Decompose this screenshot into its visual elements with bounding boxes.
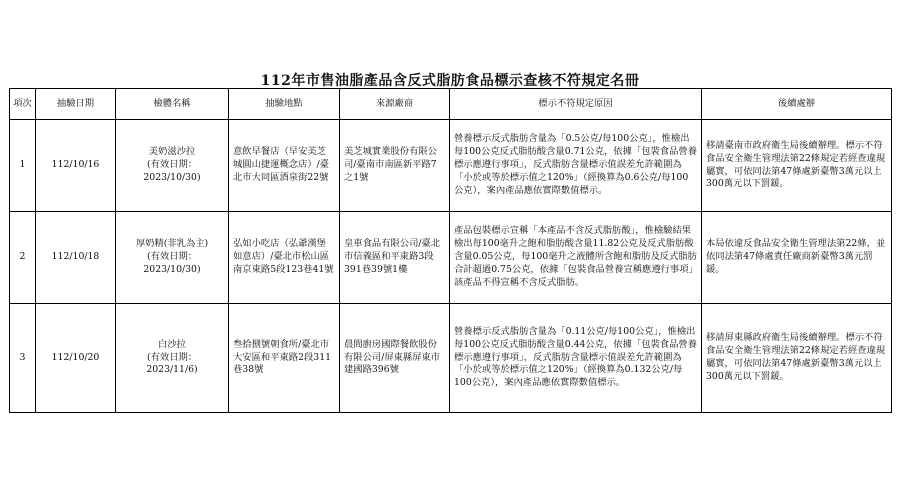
noncompliance-table bbox=[9, 88, 892, 413]
sample-name: 厚奶精(非乳為主) bbox=[135, 238, 209, 250]
table-row bbox=[10, 304, 892, 413]
cell-index: 2 bbox=[10, 212, 36, 304]
cell-followup: 移請屏東縣政府衛生局後續辦理。標示不符食品安全衛生管理法第22條規定若經查違規屬實，可依同法第47條處新臺幣3萬元以上300萬元以下罰鍰。 bbox=[702, 304, 892, 413]
cell-followup: 移請臺南市政府衛生局後續辦理。標示不符食品安全衛生管理法第22條規定若經查違規屬實，可依同法第47條處新臺幣3萬元以上300萬元以下罰鍰。 bbox=[702, 120, 892, 212]
cell-followup: 本局依違反食品安全衛生管理法第22條，並依同法第47條處責任廠商新臺幣3萬元罰鍰。 bbox=[702, 212, 892, 304]
cell-sample bbox=[116, 120, 229, 212]
cell-date: 112/10/20 bbox=[36, 304, 116, 413]
cell-reason: 營養標示反式脂肪含量為「0.11公克/每100公克」，惟檢出每100公克反式脂肪酸含量0.44公克，依據「包裝食品營養標示應遵行事項」，反式脂肪含量標示值誤差允許範圍為「小於或等於標示值之120%」（經換算為0.132公克/每100公克），案內產品應依實際數值標示。 bbox=[450, 304, 702, 413]
cell-sample bbox=[116, 304, 229, 413]
cell-index: 3 bbox=[10, 304, 36, 413]
header-followup: 後續處辦 bbox=[702, 89, 892, 120]
header-date: 抽驗日期 bbox=[36, 89, 116, 120]
cell-source: 皇車食品有限公司/臺北市信義區和平東路3段391巷39號1樓 bbox=[340, 212, 450, 304]
document-title: 112年市售油脂產品含反式脂肪食品標示查核不符規定名冊 bbox=[260, 73, 640, 89]
sample-expiry-date: 2023/10/30) bbox=[143, 171, 201, 183]
table-row bbox=[10, 212, 892, 304]
header-sample: 檢體名稱 bbox=[116, 89, 229, 120]
cell-date: 112/10/16 bbox=[36, 120, 116, 212]
cell-date: 112/10/18 bbox=[36, 212, 116, 304]
sample-expiry-label: (有效日期： bbox=[146, 351, 198, 363]
header-index: 項次 bbox=[10, 89, 36, 120]
header-row bbox=[10, 89, 892, 120]
sample-expiry-date: 2023/10/30) bbox=[143, 263, 201, 275]
cell-source: 美芝城實業股份有限公司/臺南市南區新平路7之1號 bbox=[340, 120, 450, 212]
cell-source: 晨間廚房國際餐飲股份有限公司/屏東縣屏東市建國路396號 bbox=[340, 304, 450, 413]
sample-expiry-date: 2023/11/6) bbox=[146, 364, 198, 376]
cell-reason: 產品包裝標示宣稱「本產品不含反式脂肪酸」，惟檢驗結果檢出每100毫升之飽和脂肪酸含量11.82公克及反式脂肪酸含量0.05公克，每100毫升之液體所含飽和脂肪及反式脂肪合計超過0.75公克，依據「包裝食品營養宣稱應遵行事項」該產品不得宣稱不含反式脂肪。 bbox=[450, 212, 702, 304]
cell-location: 叁拾捌號朝食所/臺北市大安區和平東路2段311巷38號 bbox=[229, 304, 340, 413]
header-source: 來源廠商 bbox=[340, 89, 450, 120]
header-location: 抽驗地點 bbox=[229, 89, 340, 120]
sample-name: 美奶滋沙拉 bbox=[148, 146, 196, 158]
sample-expiry-label: (有效日期： bbox=[146, 251, 198, 263]
table-row bbox=[10, 120, 892, 212]
cell-index: 1 bbox=[10, 120, 36, 212]
cell-location: 意飲早餐店（早安美芝城圓山捷運概念店）/臺北市大同區酒泉街22號 bbox=[229, 120, 340, 212]
cell-reason: 營養標示反式脂肪含量為「0.5公克/每100公克」，惟檢出每100公克反式脂肪酸含量0.71公克，依據「包裝食品營養標示應遵行事項」，反式脂肪含量標示值誤差允許範圍為「小於或等於標示值之120%」（經換算為0.6公克/每100公克），案內產品應依實際數值標示。 bbox=[450, 120, 702, 212]
sample-expiry-label: (有效日期： bbox=[146, 159, 198, 171]
cell-location: 弘如小吃店（弘爺漢堡如意店）/臺北市松山區南京東路5段123巷41號 bbox=[229, 212, 340, 304]
sample-name: 白沙拉 bbox=[158, 338, 186, 350]
header-reason: 標示不符規定原因 bbox=[450, 89, 702, 120]
cell-sample bbox=[116, 212, 229, 304]
